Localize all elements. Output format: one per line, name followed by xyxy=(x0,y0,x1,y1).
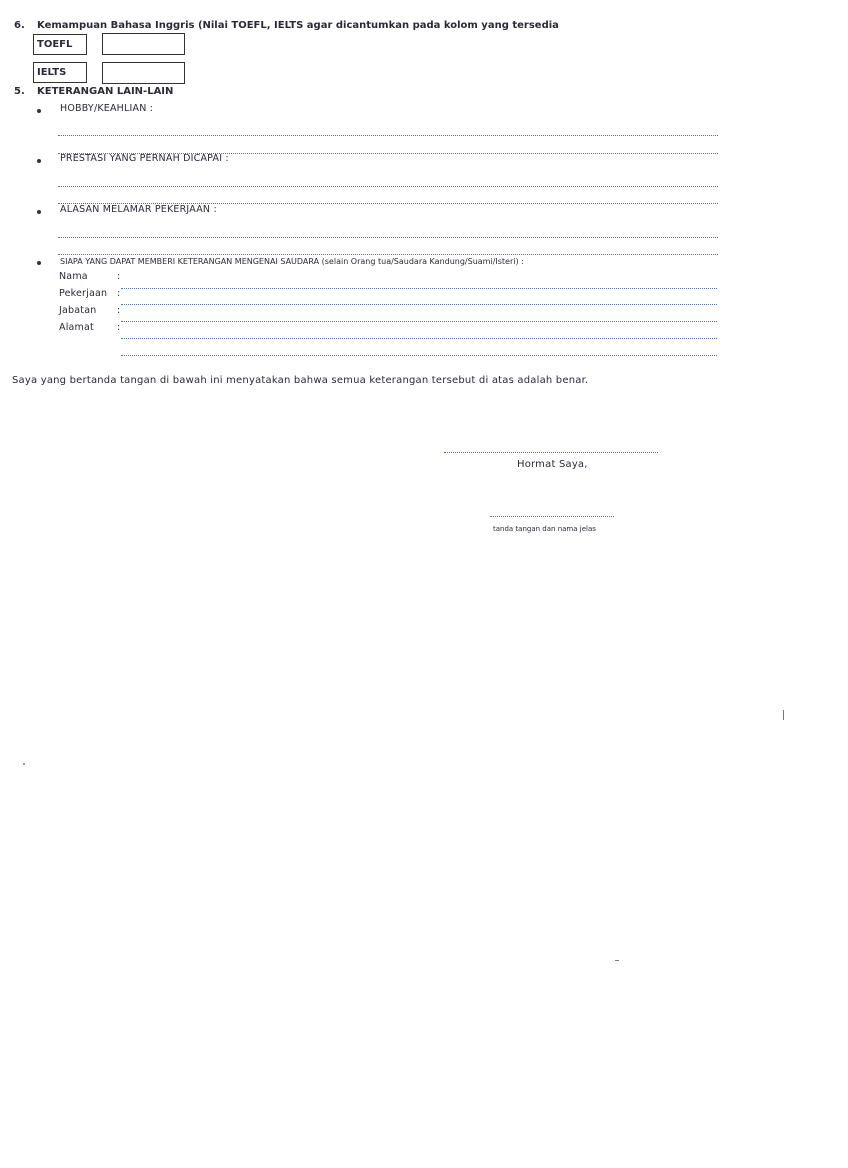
achievement-line-1[interactable] xyxy=(58,186,718,187)
section-5-number: 5. xyxy=(14,86,25,97)
reference-position-colon: : xyxy=(117,305,121,316)
reference-label: SIAPA YANG DAPAT MEMBERI KETERANGAN MENGENAI SAUDARA (selain Orang tua/Saudara Kandung/Suami/Isteri) : xyxy=(60,257,524,266)
scan-speck xyxy=(615,960,619,961)
reference-name-label: Nama xyxy=(59,271,88,282)
bullet-hobby xyxy=(37,109,41,113)
scan-speck xyxy=(23,763,25,765)
toefl-label: TOEFL xyxy=(37,39,73,50)
reference-name-line[interactable] xyxy=(121,288,717,289)
reference-address-line-2[interactable] xyxy=(121,355,717,356)
bullet-reason xyxy=(37,210,41,214)
reference-position-line[interactable] xyxy=(121,321,717,322)
reason-line-2[interactable] xyxy=(58,254,718,255)
bullet-reference xyxy=(37,261,41,265)
reference-address-colon: : xyxy=(117,322,121,333)
reference-address-line-1[interactable] xyxy=(121,338,717,339)
reference-name-colon: : xyxy=(117,271,121,282)
ielts-label-box xyxy=(33,62,87,83)
bullet-achievement xyxy=(37,159,41,163)
toefl-label-box xyxy=(33,34,87,55)
section-6-title: Kemampuan Bahasa Inggris (Nilai TOEFL, IELTS agar dicantumkan pada kolom yang tersedia xyxy=(37,20,559,31)
hobby-line-1[interactable] xyxy=(58,135,718,136)
achievement-label: PRESTASI YANG PERNAH DICAPAI : xyxy=(60,153,229,164)
ielts-label: IELTS xyxy=(37,67,67,78)
section-5-title: KETERANGAN LAIN-LAIN xyxy=(37,86,174,97)
reference-job-label: Pekerjaan xyxy=(59,288,108,299)
reason-line-1[interactable] xyxy=(58,237,718,238)
section-6-number: 6. xyxy=(14,20,25,31)
ielts-score-field[interactable] xyxy=(102,62,185,84)
reference-position-label: Jabatan xyxy=(59,305,97,316)
declaration-text: Saya yang bertanda tangan di bawah ini menyatakan bahwa semua keterangan tersebut di atas adalah benar. xyxy=(12,375,589,386)
toefl-score-field[interactable] xyxy=(102,33,185,55)
reference-job-colon: : xyxy=(117,288,121,299)
reference-job-line[interactable] xyxy=(121,304,717,305)
closing-text: Hormat Saya, xyxy=(517,459,588,470)
reason-label: ALASAN MELAMAR PEKERJAAN : xyxy=(60,204,217,215)
signature-date-line[interactable] xyxy=(444,452,658,453)
signature-caption: tanda tangan dan nama jelas xyxy=(493,525,596,533)
hobby-label: HOBBY/KEAHLIAN : xyxy=(60,103,154,114)
signature-line[interactable] xyxy=(490,516,614,517)
scan-speck xyxy=(783,710,784,720)
reference-address-label: Alamat xyxy=(59,322,94,333)
